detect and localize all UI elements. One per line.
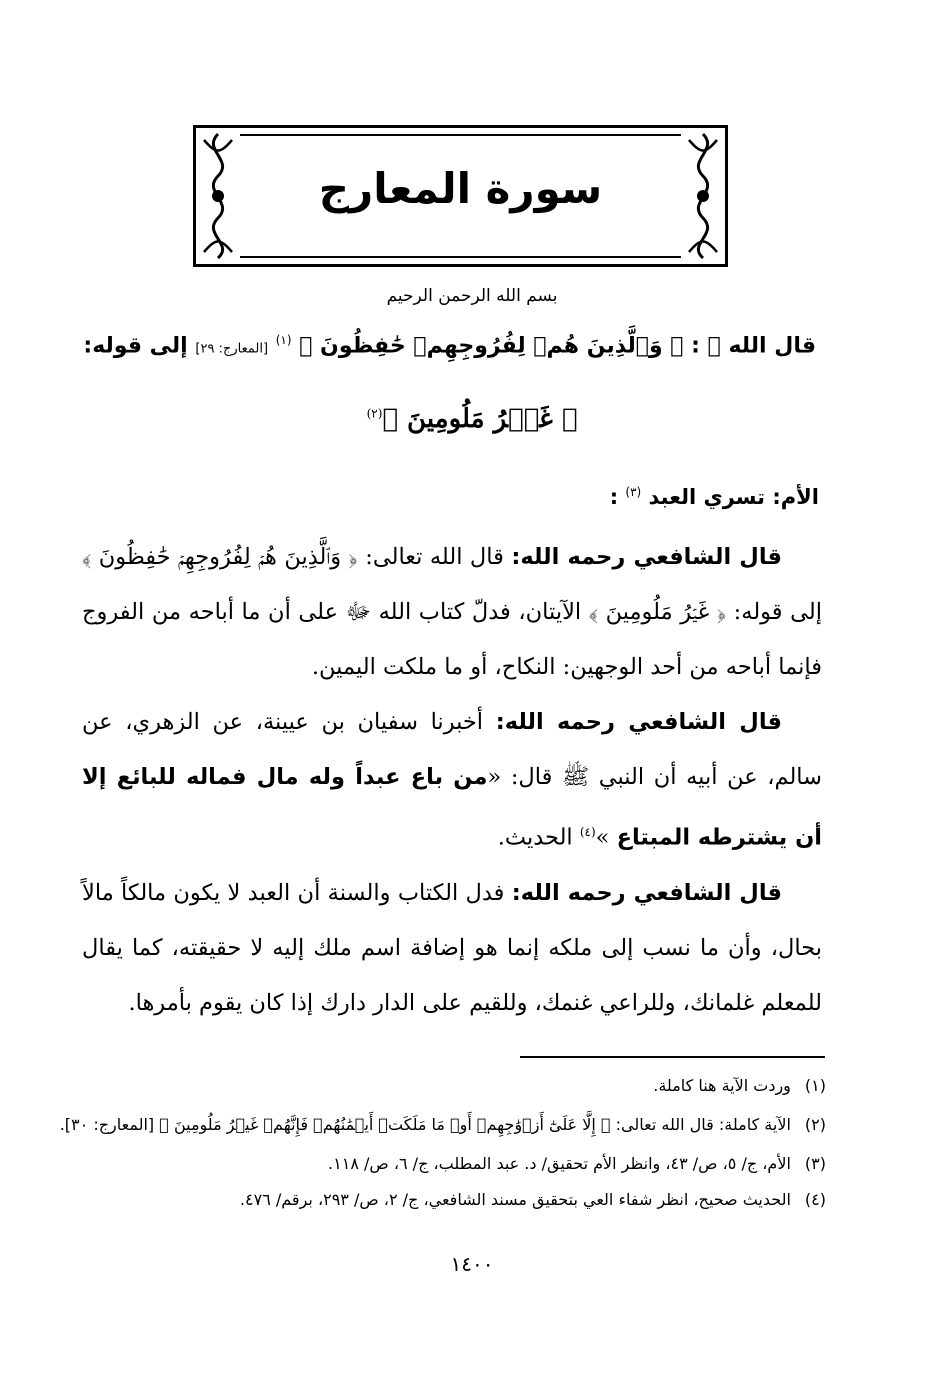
footnote-text: الآية كاملة: قال الله تعالى: ﴿ إِلَّا عَلَىٰٓ أَزۡوَٰجِهِمۡ أَوۡ مَا مَلَكَتۡ أَيۡمَٰنُهُمۡ فَإِنَّهُمۡ غَيۡرُ مَلُومِينَ ﴾ [المعارج: ٣٠]. [59,1115,791,1134]
verse-line-1 [83,333,816,359]
footnote-number: (٤) [804,1190,826,1209]
paragraph-1 [82,530,822,695]
hadith-close: » [595,824,610,851]
paragraph-2-footnote-ref: (٤) [579,825,596,839]
footnote-number: (٢) [804,1115,826,1134]
verse-intro-footnote-ref: (١) [275,333,292,347]
paragraph-2-attribution: قال الشافعي رحمه الله: [495,709,782,735]
footnote-3 [86,1154,826,1173]
footnote-text: وردت الآية هنا كاملة. [653,1076,791,1095]
section-colon: : [609,485,619,509]
footnote-number: (١) [804,1076,826,1095]
verse-tail: إلى قوله: [83,333,188,359]
footnote-separator [520,1056,825,1058]
verse-line-2 [0,404,944,434]
body-text [82,530,822,1031]
footnote-2 [59,1115,826,1134]
paragraph-2 [82,695,822,866]
verse-reference: [المعارج: ٢٩] [195,341,269,357]
hadith-quote: من باع عبداً وله مال فماله للبائع إلا أن يشترطه المبتاع [82,764,822,851]
footnote-text: الحديث صحيح، انظر شفاء العي بتحقيق مسند الشافعي، ج/ ٢، ص/ ٢٩٣، برقم/ ٤٧٦. [239,1190,791,1209]
title-frame [193,125,728,267]
section-heading [610,485,819,509]
footnote-1 [86,1076,826,1095]
section-footnote-ref: (٣) [625,485,642,499]
paragraph-3-attribution: قال الشافعي رحمه الله: [511,879,782,906]
page-number: ١٤٠٠ [450,1252,494,1276]
paragraph-2-end: الحديث. [497,824,573,851]
verse-line-2-footnote-ref: (٢) [366,406,383,421]
paragraph-2-text: أخبرنا سفيان بن عيينة، عن الزهري، عن سالم، عن أبيه أن النبي ﷺ قال: « [82,709,823,790]
footnote-number: (٣) [804,1154,826,1173]
footnote-4 [86,1190,826,1209]
paragraph-1-attribution: قال الشافعي رحمه الله: [511,544,783,570]
basmala: بسم الله الرحمن الرحيم [386,286,558,306]
surah-title: سورة المعارج [318,164,603,213]
paragraph-3-text: فدل الكتاب والسنة أن العبد لا يكون مالكاً مالاً بحال، وأن ما نسب إلى ملكه إنما هو إضافة اسم ملك إليه لا حقيقته، كما يقال للمعلم غلمانك، وللراعي غنمك، وللقيم على الدار دارك إذا كان يقوم بأمرها. [82,879,822,1016]
paragraph-3 [82,866,822,1031]
footnote-text: الأم، ج/ ٥، ص/ ٤٣، وانظر الأم تحقيق/ د. عبد المطلب، ج/ ٦، ص/ ١١٨. [328,1154,791,1173]
verse-line-2-text: ﴿ غَيۡرُ مَلُومِينَ ﴾ [382,404,578,434]
verse-intro: قال الله ﷻ : ﴿ وَٱلَّذِينَ هُمۡ لِفُرُوجِهِمۡ حَٰفِظُونَ ﴾ [299,333,816,359]
paragraph-1-text: قال الله تعالى: ﴿ وَٱلَّذِينَ هُمۡ لِفُرُوجِهِمۡ حَٰفِظُونَ ﴾ إلى قوله: ﴿ غَيۡرُ مَلُومِينَ ﴾ الآيتان، فدلّ كتاب الله ﷻ على أن ما أباحه من الفروج فإنما أباحه من أحد الوجهين: النكاح، أو ما ملكت اليمين. [82,544,822,680]
section-label: الأم: تسري العبد [648,485,819,509]
